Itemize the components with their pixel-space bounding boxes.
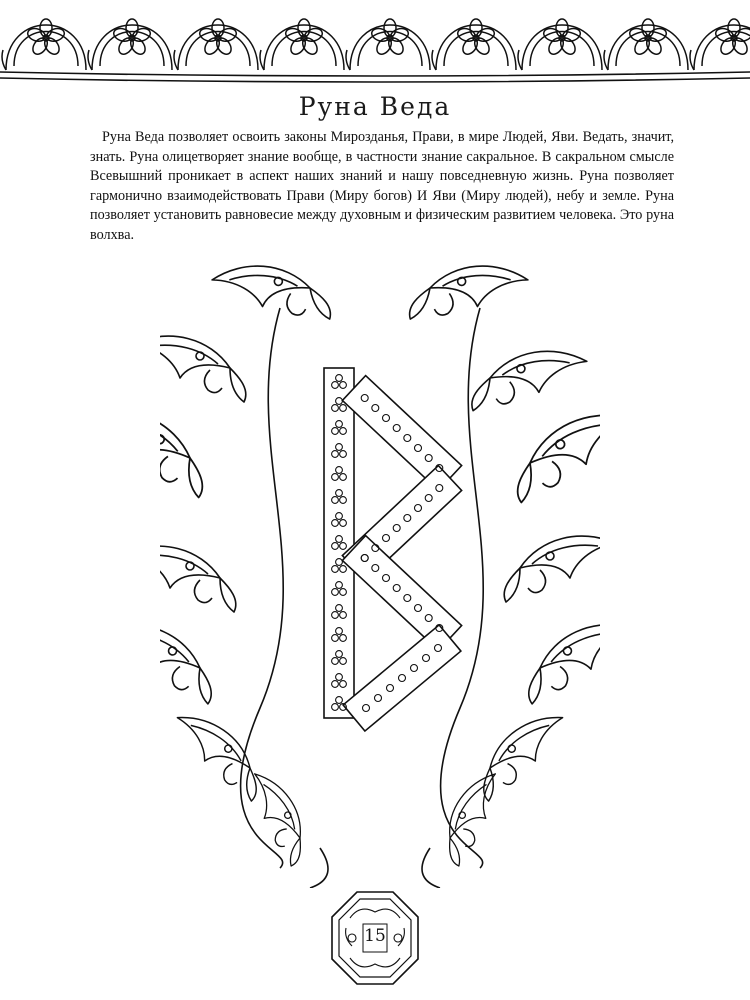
page-number: 15 xyxy=(364,926,386,946)
page-title: Руна Веда xyxy=(298,92,452,121)
rune-description: Руна Веда позволяет освоить законы Мирозданья, Прави, в мире Людей, Яви. Ведать, значит, знать. Руна олицетворяет знание вообще, в частности знание сакральное. В сакральном смысле Всевышний проникает в аспект наших знаний и нашу повседневную жизнь. Руна позволяет гармонично взаимодействовать Прави (Миру богов) И Яви (Миру людей), небу и земле. Руна позволяет установить равновесие между духовным и физическим развитием человека. Это руна волхва. xyxy=(90,129,674,243)
veda-rune-ornament xyxy=(160,248,600,888)
top-floral-border xyxy=(0,0,750,84)
